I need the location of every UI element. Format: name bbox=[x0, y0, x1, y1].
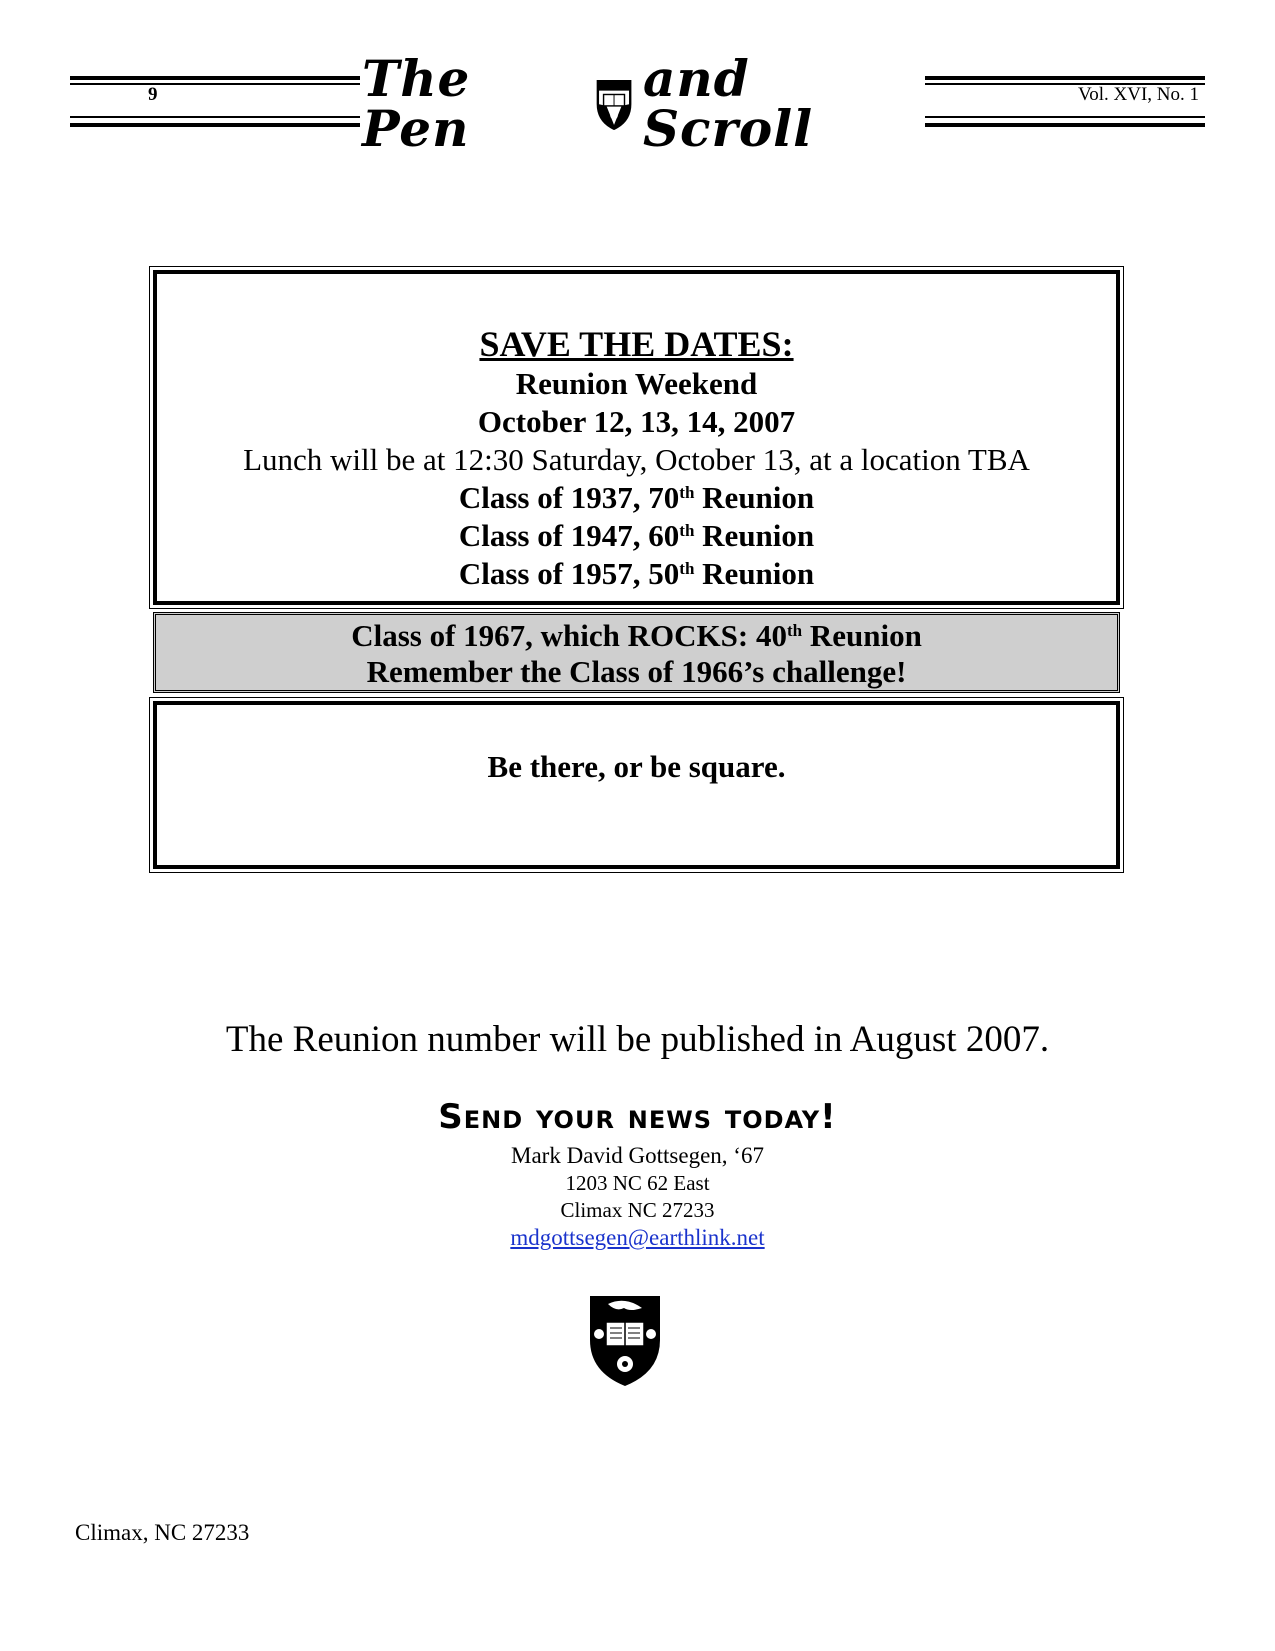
contact-street: 1203 NC 62 East bbox=[565, 1171, 710, 1195]
volume-number: Vol. XVI, No. 1 bbox=[1077, 84, 1199, 105]
newsletter-title bbox=[362, 49, 924, 158]
class-reunion-line: Class of 1947, 60th Reunion bbox=[458, 518, 815, 554]
contact-city: Climax NC 27233 bbox=[560, 1198, 715, 1222]
class-1967-line: Class of 1967, which ROCKS: 40th Reunion bbox=[351, 618, 922, 653]
contact-block bbox=[0, 1142, 1275, 1252]
reunion-weekend: Reunion Weekend bbox=[515, 366, 758, 402]
class-reunion-line: Class of 1937, 70th Reunion bbox=[458, 480, 815, 516]
page-number: 9 bbox=[148, 84, 158, 105]
closing-box bbox=[153, 701, 1120, 869]
lunch-info: Lunch will be at 12:30 Saturday, October 13, at a location TBA bbox=[243, 442, 1030, 478]
save-the-dates-box bbox=[153, 270, 1120, 605]
contact-name: Mark David Gottsegen, ‘67 bbox=[511, 1143, 764, 1168]
class-1966-challenge: Remember the Class of 1966’s challenge! bbox=[366, 654, 907, 689]
class-reunion-line: Class of 1957, 50th Reunion bbox=[458, 556, 815, 592]
reunion-number-announcement: The Reunion number will be published in August 2007. bbox=[225, 1019, 1050, 1060]
school-crest-icon bbox=[595, 76, 633, 132]
contact-email-link[interactable]: mdgottsegen@earthlink.net bbox=[510, 1225, 765, 1250]
title-left: The Pen bbox=[362, 49, 471, 158]
send-news-heading: Send your news today! bbox=[438, 1097, 837, 1137]
reunion-dates: October 12, 13, 14, 2007 bbox=[477, 404, 796, 440]
closing-line: Be there, or be square. bbox=[487, 749, 786, 784]
title-right: and Scroll bbox=[642, 49, 814, 158]
masthead-rule-left bbox=[70, 76, 360, 128]
footer-address: Climax, NC 27233 bbox=[75, 1520, 250, 1545]
school-crest-icon bbox=[586, 1290, 664, 1390]
save-the-dates-heading: SAVE THE DATES: bbox=[479, 324, 794, 364]
masthead bbox=[70, 49, 1205, 158]
class-1967-band bbox=[153, 612, 1120, 693]
